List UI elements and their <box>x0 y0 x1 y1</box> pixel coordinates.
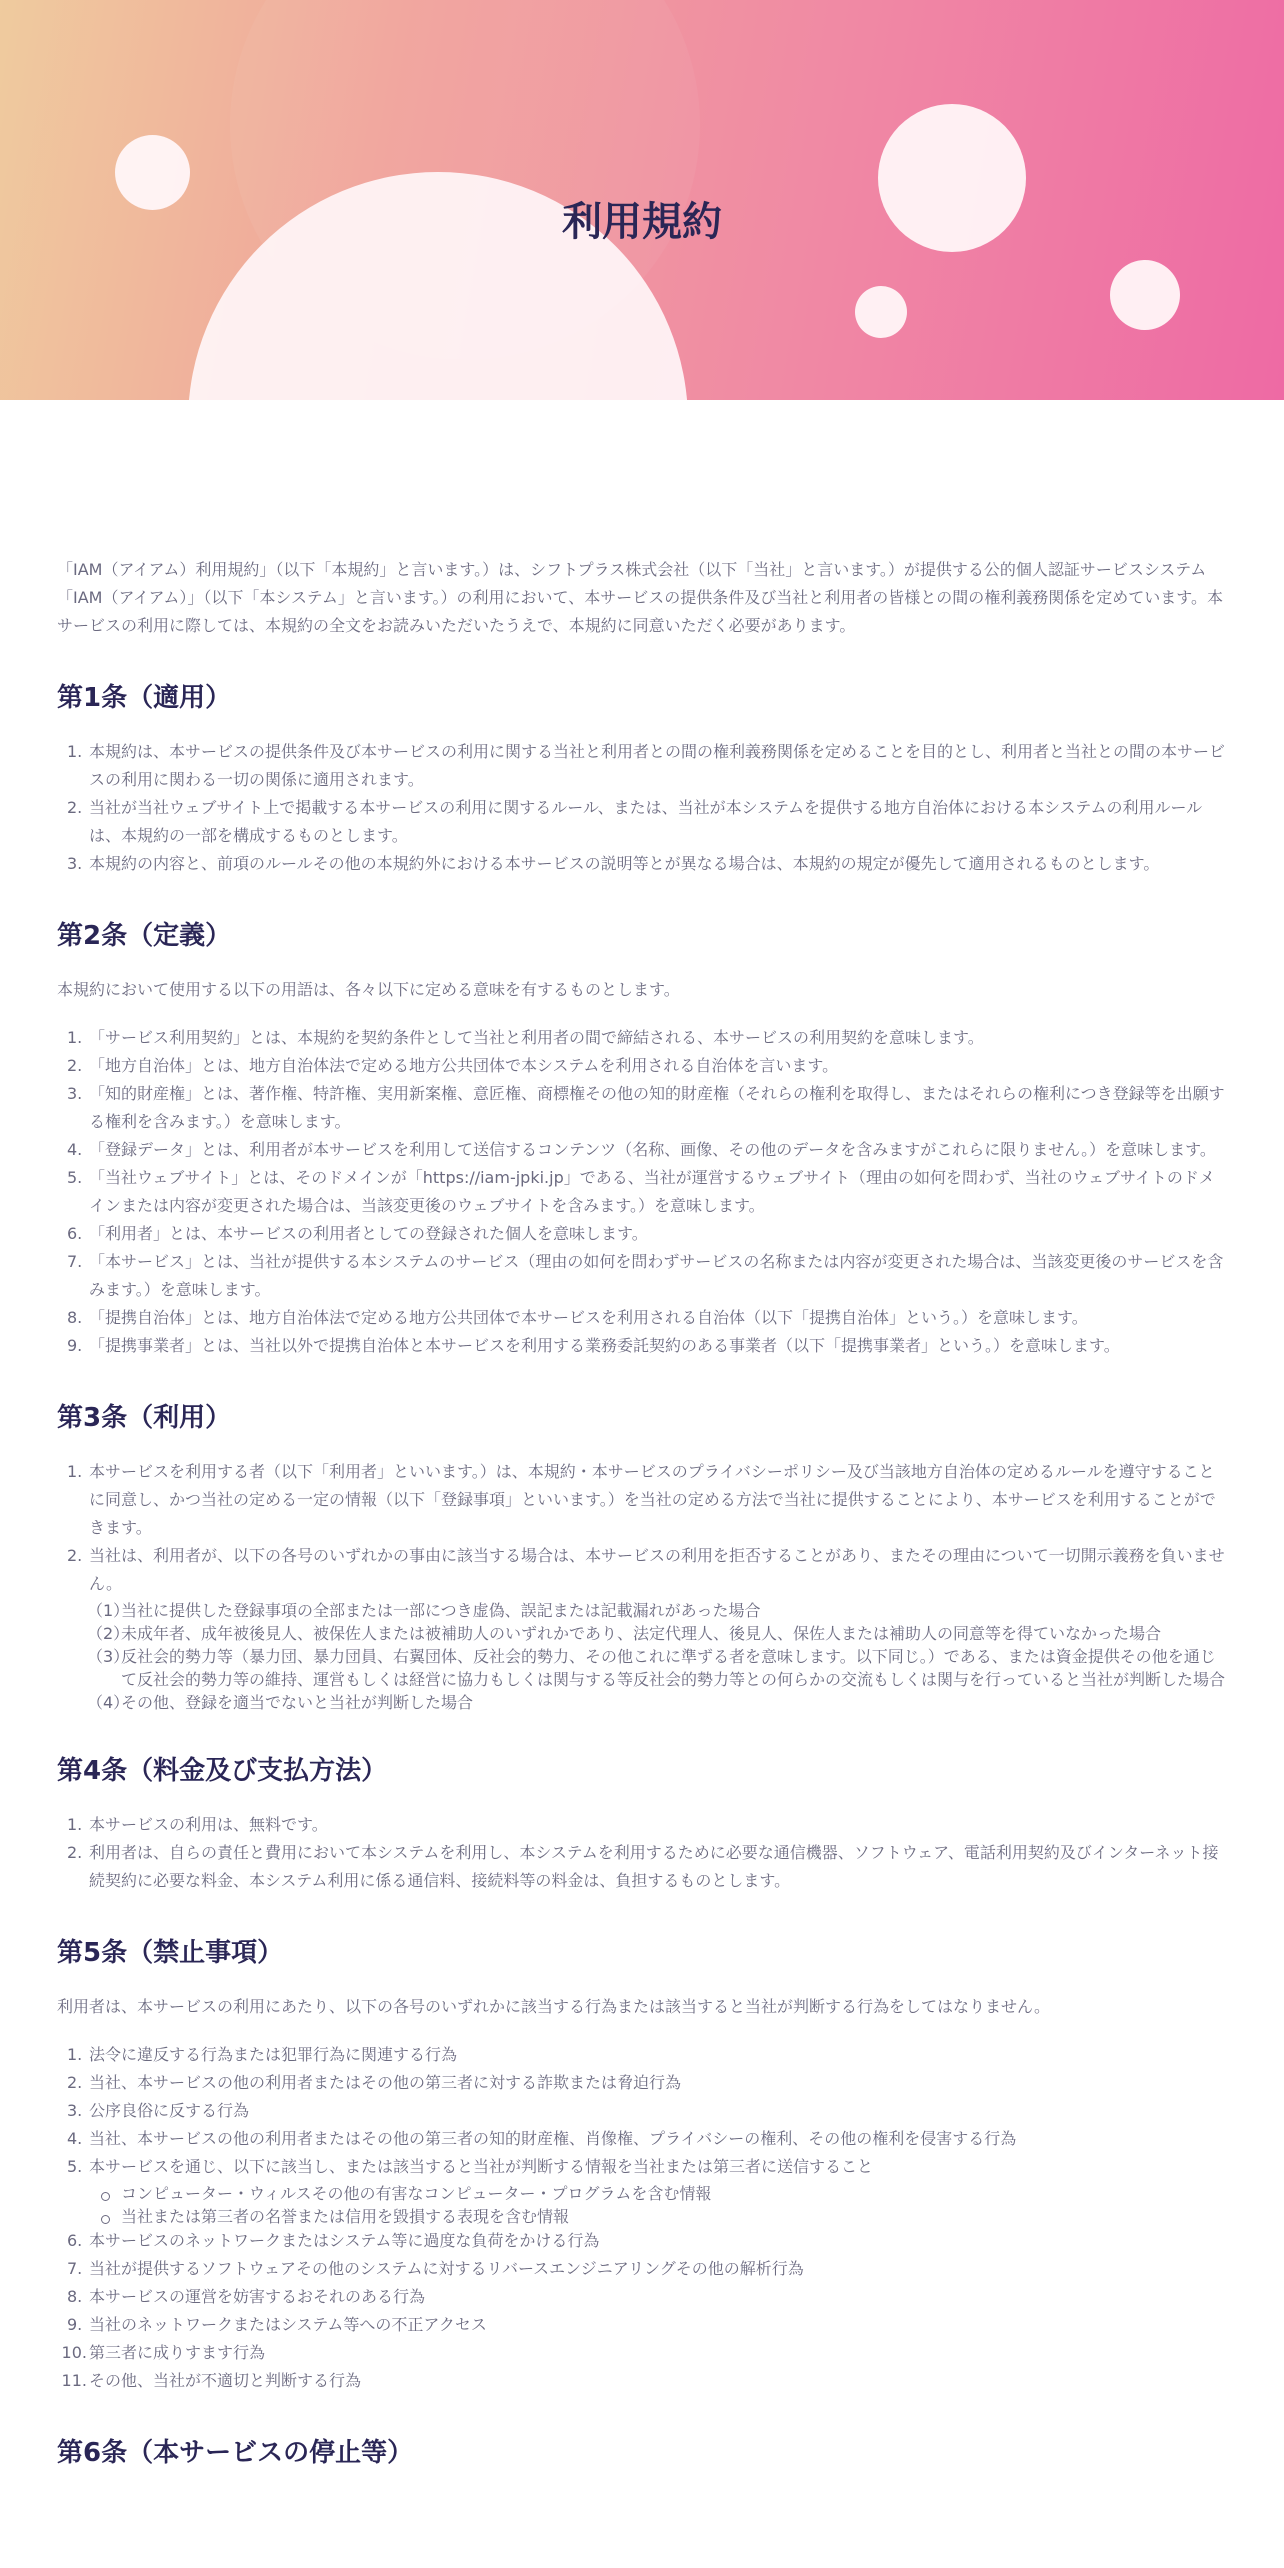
list-item: 5. 本サービスを通じ、以下に該当し、または該当すると当社が判断する情報を当社または第三者に送信すること <box>67 2157 874 2176</box>
list-item: 3. 公序良俗に反する行為 <box>67 2101 250 2120</box>
list-item-text: 法令に違反する行為または犯罪行為に関連する行為 <box>89 2045 458 2064</box>
sub-list-item: （3） 反社会的勢力等（暴力団、暴力団員、右翼団体、反社会的勢力、その他これに準ずる者を意味します。以下同じ。）である、または資金提供その他を通じて反社会的勢力等の維持、運営もしくは経営に協力もしくは関与する等反社会的勢力等との何らかの交流もしくは関与を行っていると当社が判断した場合 <box>87 1647 1226 1689</box>
list-item: 1. 「サービス利用契約」とは、本規約を契約条件として当社と利用者の間で締結される、本サービスの利用契約を意味します。 <box>67 1028 984 1047</box>
list-item-text: 第三者に成りすます行為 <box>89 2343 266 2362</box>
list-item-text: 「本サービス」とは、当社が提供する本システムのサービス（理由の如何を問わずサービスの名称または内容が変更された場合は、当該変更後のサービスを含みます。）を意味します。 <box>89 1252 1224 1299</box>
terms-content <box>57 556 1225 2493</box>
article-lead: 本規約において使用する以下の用語は、各々以下に定める意味を有するものとします。 <box>57 980 680 999</box>
article-heading: 第2条（定義） <box>57 921 232 951</box>
decorative-circle <box>1110 260 1180 330</box>
list-item-text: 本サービスを通じ、以下に該当し、または該当すると当社が判断する情報を当社または第三者に送信すること <box>89 2157 874 2176</box>
article-list <box>57 1458 1225 1598</box>
article-list <box>57 1024 1225 1360</box>
list-item-text: 「サービス利用契約」とは、本規約を契約条件として当社と利用者の間で締結される、本サービスの利用契約を意味します。 <box>89 1028 984 1047</box>
list-item: 6. 「利用者」とは、本サービスの利用者としての登録された個人を意味します。 <box>67 1224 648 1243</box>
list-item-text: 当社のネットワークまたはシステム等への不正アクセス <box>89 2315 487 2334</box>
article-heading: 第5条（禁止事項） <box>57 1938 284 1968</box>
sub-list-item: （4） その他、登録を適当でないと当社が判断した場合 <box>87 1693 474 1712</box>
bullet-item <box>57 2181 1225 2204</box>
list-item-text: 当社が当社ウェブサイト上で掲載する本サービスの利用に関するルール、または、当社が本システムを提供する地方自治体における本システムの利用ルールは、本規約の一部を構成するものとします。 <box>89 798 1203 845</box>
list-item: 9. 「提携事業者」とは、当社以外で提携自治体と本サービスを利用する業務委託契約のある事業者（以下「提携事業者」という。）を意味します。 <box>67 1336 1120 1355</box>
list-item-text: 本サービスを利用する者（以下「利用者」といいます。）は、本規約・本サービスのプライバシーポリシー及び当該地方自治体の定めるルールを遵守することに同意し、かつ当社の定める一定の情報（以下「登録事項」といいます。）を当社の定める方法で当社に提供することにより、本サービスを利用することができます。 <box>89 1462 1216 1537</box>
hero-banner <box>0 0 1284 400</box>
list-item: 7. 「本サービス」とは、当社が提供する本システムのサービス（理由の如何を問わずサービスの名称または内容が変更された場合は、当該変更後のサービスを含みます。）を意味します。 <box>67 1252 1224 1299</box>
list-item-text: その他、当社が不適切と判断する行為 <box>89 2371 362 2390</box>
list-item-text: 「提携自治体」とは、地方自治体法で定める地方公共団体で本サービスを利用される自治体（以下「提携自治体」という。）を意味します。 <box>89 1308 1088 1327</box>
list-item-text: 当社、本サービスの他の利用者またはその他の第三者に対する詐欺または脅迫行為 <box>89 2073 682 2092</box>
decorative-circle <box>855 286 907 338</box>
bullet-circle-icon <box>101 2215 110 2224</box>
sub-list-item-text: 当社に提供した登録事項の全部または一部につき虚偽、誤記または記載漏れがあった場合 <box>121 1601 761 1620</box>
sub-list-item: （2） 未成年者、成年被後見人、被保佐人または被補助人のいずれかであり、法定代理人、後見人、保佐人または補助人の同意等を得ていなかった場合 <box>87 1624 1162 1643</box>
sub-list <box>57 1598 1225 1713</box>
list-item-text: 本規約は、本サービスの提供条件及び本サービスの利用に関する当社と利用者との間の権利義務関係を定めることを目的とし、利用者と当社との間の本サービスの利用に関わる一切の関係に適用されます。 <box>89 742 1226 789</box>
list-item: 7. 当社が提供するソフトウェアその他のシステムに対するリバースエンジニアリングその他の解析行為 <box>67 2259 804 2278</box>
list-item: 1. 法令に違反する行為または犯罪行為に関連する行為 <box>67 2045 458 2064</box>
article-list <box>57 2041 1225 2181</box>
list-item-text: 「地方自治体」とは、地方自治体法で定める地方公共団体で本システムを利用される自治体を言います。 <box>89 1056 839 1075</box>
list-item: 8. 「提携自治体」とは、地方自治体法で定める地方公共団体で本サービスを利用される自治体（以下「提携自治体」という。）を意味します。 <box>67 1308 1088 1327</box>
list-item: 2. 「地方自治体」とは、地方自治体法で定める地方公共団体で本システムを利用される自治体を言います。 <box>67 1056 839 1075</box>
article-list <box>57 1811 1225 1895</box>
sub-list-item-text: 未成年者、成年被後見人、被保佐人または被補助人のいずれかであり、法定代理人、後見人、保佐人または補助人の同意等を得ていなかった場合 <box>121 1624 1162 1643</box>
article-lead: 利用者は、本サービスの利用にあたり、以下の各号のいずれかに該当する行為または該当すると当社が判断する行為をしてはなりません。 <box>57 1997 1050 2016</box>
list-item: 4. 当社、本サービスの他の利用者またはその他の第三者の知的財産権、肖像権、プライバシーの権利、その他の権利を侵害する行為 <box>67 2129 1017 2148</box>
article-heading: 第4条（料金及び支払方法） <box>57 1756 388 1786</box>
sub-list-item-text: 反社会的勢力等（暴力団、暴力団員、右翼団体、反社会的勢力、その他これに準ずる者を意味します。以下同じ。）である、または資金提供その他を通じて反社会的勢力等の維持、運営もしくは経営に協力もしくは関与する等反社会的勢力等との何らかの交流もしくは関与を行っていると当社が判断した場合 <box>121 1647 1226 1689</box>
list-item: 2. 当社、本サービスの他の利用者またはその他の第三者に対する詐欺または脅迫行為 <box>67 2073 682 2092</box>
bullet-item-text: 当社または第三者の名誉または信用を毀損する表現を含む情報 <box>121 2207 570 2226</box>
list-item: 3. 「知的財産権」とは、著作権、特許権、実用新案権、意匠権、商標権その他の知的財産権（それらの権利を取得し、またはそれらの権利につき登録等を出願する権利を含みます。）を意味します。 <box>67 1084 1225 1131</box>
bullet-list <box>57 2181 1225 2227</box>
list-item: 9. 当社のネットワークまたはシステム等への不正アクセス <box>67 2315 487 2334</box>
intro-paragraph: 「IAM（アイアム）利用規約」（以下「本規約」と言います。）は、シフトプラス株式会社（以下「当社」と言います。）が提供する公的個人認証サービスシステム「IAM（アイアム）」（以下「本システム」と言います。）の利用において、本サービスの提供条件及び当社と利用者の皆様との間の権利義務関係を定めています。本サービスの利用に際しては、本規約の全文をお読みいただいたうえで、本規約に同意いただく必要があります。 <box>57 560 1223 635</box>
list-item: 2. 当社は、利用者が、以下の各号のいずれかの事由に該当する場合は、本サービスの利用を拒否することがあり、またその理由について一切開示義務を負いません。 <box>67 1546 1225 1593</box>
list-item: 8. 本サービスの運営を妨害するおそれのある行為 <box>67 2287 426 2306</box>
list-item-text: 公序良俗に反する行為 <box>89 2101 250 2120</box>
list-item-text: 「登録データ」とは、利用者が本サービスを利用して送信するコンテンツ（名称、画像、その他のデータを含みますがこれらに限りません。）を意味します。 <box>89 1140 1216 1159</box>
article-heading: 第3条（利用） <box>57 1403 232 1433</box>
list-item: 1. 本サービスを利用する者（以下「利用者」といいます。）は、本規約・本サービスのプライバシーポリシー及び当該地方自治体の定めるルールを遵守することに同意し、かつ当社の定める一定の情報（以下「登録事項」といいます。）を当社の定める方法で当社に提供することにより、本サービスを利用することができます。 <box>67 1462 1216 1537</box>
page-title: 利用規約 <box>562 199 722 245</box>
list-item-text: 本サービスのネットワークまたはシステム等に過度な負荷をかける行為 <box>89 2231 600 2250</box>
list-item-text: 本サービスの利用は、無料です。 <box>89 1815 328 1834</box>
list-item: 1. 本規約は、本サービスの提供条件及び本サービスの利用に関する当社と利用者との間の権利義務関係を定めることを目的とし、利用者と当社との間の本サービスの利用に関わる一切の関係に適用されます。 <box>67 742 1226 789</box>
sub-list-item-text: その他、登録を適当でないと当社が判断した場合 <box>121 1693 474 1712</box>
list-item: 6. 本サービスのネットワークまたはシステム等に過度な負荷をかける行為 <box>67 2231 600 2250</box>
list-item-text: 利用者は、自らの責任と費用において本システムを利用し、本システムを利用するために必要な通信機器、ソフトウェア、電話利用契約及びインターネット接続契約に必要な料金、本システム利用に係る通信料、接続料等の料金は、負担するものとします。 <box>89 1843 1219 1890</box>
list-item: 3. 本規約の内容と、前項のルールその他の本規約外における本サービスの説明等とが異なる場合は、本規約の規定が優先して適用されるものとします。 <box>67 854 1160 873</box>
bullet-item-text: コンピューター・ウィルスその他の有害なコンピューター・プログラムを含む情報 <box>121 2184 712 2203</box>
bullet-item <box>57 2204 1225 2227</box>
list-item: 2. 利用者は、自らの責任と費用において本システムを利用し、本システムを利用するために必要な通信機器、ソフトウェア、電話利用契約及びインターネット接続契約に必要な料金、本システム利用に係る通信料、接続料等の料金は、負担するものとします。 <box>67 1843 1219 1890</box>
list-item-text: 「利用者」とは、本サービスの利用者としての登録された個人を意味します。 <box>89 1224 648 1243</box>
list-item-text: 「当社ウェブサイト」とは、そのドメインが「https://iam-jpki.jp」である、当社が運営するウェブサイト（理由の如何を問わず、当社のウェブサイトのドメインまたは内容が変更された場合は、当該変更後のウェブサイトを含みます。）を意味します。 <box>89 1168 1215 1215</box>
list-item: 1. 本サービスの利用は、無料です。 <box>67 1815 328 1834</box>
list-item-text: 本サービスの運営を妨害するおそれのある行為 <box>89 2287 426 2306</box>
bullet-circle-icon <box>101 2192 110 2201</box>
sub-list-item: （1） 当社に提供した登録事項の全部または一部につき虚偽、誤記または記載漏れがあった場合 <box>87 1601 761 1620</box>
article-list <box>57 2227 1225 2395</box>
list-item-text: 「知的財産権」とは、著作権、特許権、実用新案権、意匠権、商標権その他の知的財産権（それらの権利を取得し、またはそれらの権利につき登録等を出願する権利を含みます。）を意味します。 <box>89 1084 1225 1131</box>
list-item-text: 「提携事業者」とは、当社以外で提携自治体と本サービスを利用する業務委託契約のある事業者（以下「提携事業者」という。）を意味します。 <box>89 1336 1120 1355</box>
list-item: 5. 「当社ウェブサイト」とは、そのドメインが「https://iam-jpki.jp」である、当社が運営するウェブサイト（理由の如何を問わず、当社のウェブサイトのドメインまたは内容が変更された場合は、当該変更後のウェブサイトを含みます。）を意味します。 <box>67 1168 1215 1215</box>
list-item: 4. 「登録データ」とは、利用者が本サービスを利用して送信するコンテンツ（名称、画像、その他のデータを含みますがこれらに限りません。）を意味します。 <box>67 1140 1216 1159</box>
list-item-text: 当社は、利用者が、以下の各号のいずれかの事由に該当する場合は、本サービスの利用を拒否することがあり、またその理由について一切開示義務を負いません。 <box>89 1546 1225 1593</box>
article-heading: 第1条（適用） <box>57 683 232 713</box>
list-item-text: 当社が提供するソフトウェアその他のシステムに対するリバースエンジニアリングその他の解析行為 <box>89 2259 804 2278</box>
article-heading: 第6条（本サービスの停止等） <box>57 2438 414 2468</box>
article-list <box>57 738 1225 878</box>
list-item-text: 当社、本サービスの他の利用者またはその他の第三者の知的財産権、肖像権、プライバシーの権利、その他の権利を侵害する行為 <box>89 2129 1017 2148</box>
list-item: 2. 当社が当社ウェブサイト上で掲載する本サービスの利用に関するルール、または、当社が本システムを提供する地方自治体における本システムの利用ルールは、本規約の一部を構成するものとします。 <box>67 798 1203 845</box>
list-item-text: 本規約の内容と、前項のルールその他の本規約外における本サービスの説明等とが異なる場合は、本規約の規定が優先して適用されるものとします。 <box>89 854 1160 873</box>
list-item: 11. その他、当社が不適切と判断する行為 <box>61 2371 362 2390</box>
list-item: 10. 第三者に成りすます行為 <box>61 2343 266 2362</box>
